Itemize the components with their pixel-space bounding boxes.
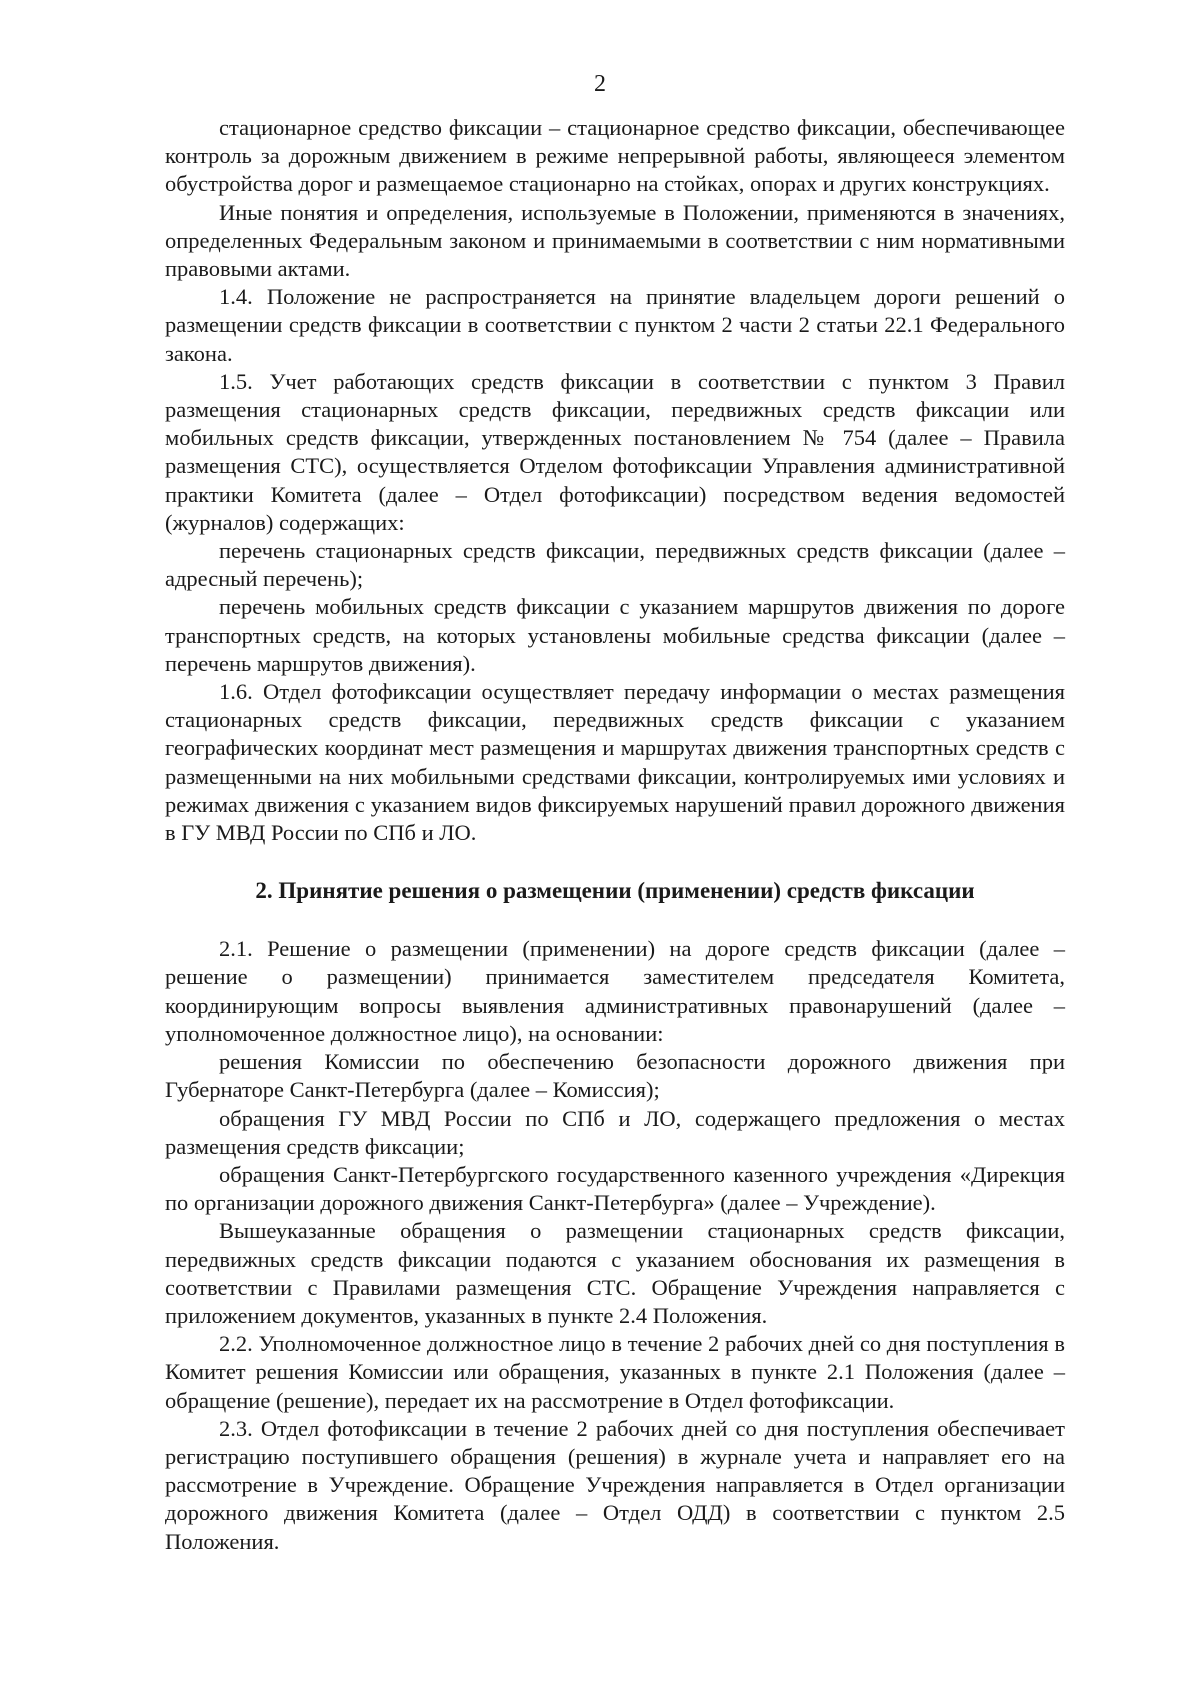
paragraph-2-1: 2.1. Решение о размещении (применении) на дороге средств фиксации (далее – решение о размещении) принимается заместителем председателя Комитета, координирующим вопросы выявления административных правонарушений (далее – уполномоченное должностное лицо), на основании: (165, 936, 1065, 1046)
paragraph-route-list: перечень мобильных средств фиксации с указанием маршрутов движения по дороге транспортных средств, на которых установлены мобильные средства фиксации (далее – перечень маршрутов движения). (165, 594, 1065, 676)
document-body (165, 114, 1065, 1556)
paragraph-institution-request: обращения Санкт-Петербургского государственного казенного учреждения «Дирекция по организации дорожного движения Санкт-Петербурга» (далее – Учреждение). (165, 1161, 1065, 1216)
paragraph-2-3: 2.3. Отдел фотофиксации в течение 2 рабочих дней со дня поступления обеспечивает регистрацию поступившего обращения (решения) в журнале учета и направляет его на рассмотрение в Учреждение. Обращение Учреждения направляется в Отдел организации дорожного движения Комитета (далее – Отдел ОДД) в соответствии с пунктом 2.5 Положения. (165, 1415, 1065, 1554)
paragraph-definition-stationary: стационарное средство фиксации – стационарное средство фиксации, обеспечивающее контроль за дорожным движением в режиме непрерывной работы, являющееся элементом обустройства дорог и размещаемое стационарно на стойках, опорах и других конструкциях. (165, 115, 1065, 197)
section-title-2: 2. Принятие решения о размещении (применении) средств фиксации (255, 878, 975, 904)
paragraph-requests-justification: Вышеуказанные обращения о размещении стационарных средств фиксации, передвижных средств фиксации подаются с указанием обоснования их размещения в соответствии с Правилами размещения СТС. Обращение Учреждения направляется с приложением документов, указанных в пункте 2.4 Положения. (165, 1218, 1065, 1328)
paragraph-1-5: 1.5. Учет работающих средств фиксации в соответствии с пунктом 3 Правил размещения стационарных средств фиксации, передвижных средств фиксации или мобильных средств фиксации, утвержденных постановлением № 754 (далее – Правила размещения СТС), осуществляется Отделом фотофиксации Управления административной практики Комитета (далее – Отдел фотофиксации) посредством ведения ведомостей (журналов) содержащих: (165, 368, 1065, 535)
page-number: 2 (594, 71, 606, 97)
paragraph-other-terms: Иные понятия и определения, используемые в Положении, применяются в значениях, определенных Федеральным законом и принимаемыми в соответствии с ним нормативными правовыми актами. (165, 199, 1065, 282)
paragraph-2-2: 2.2. Уполномоченное должностное лицо в течение 2 рабочих дней со дня поступления в Комитет решения Комиссии или обращения, указанных в пункте 2.1 Положения (далее – обращение (решение), передает их на рассмотрение в Отдел фотофиксации. (165, 1331, 1065, 1413)
paragraph-address-list: перечень стационарных средств фиксации, передвижных средств фиксации (далее – адресный перечень); (165, 538, 1065, 592)
paragraph-commission-decision: решения Комиссии по обеспечению безопасности дорожного движения при Губернаторе Санкт-Петербурга (далее – Комиссия); (165, 1049, 1065, 1103)
paragraph-police-request: обращения ГУ МВД России по СПб и ЛО, содержащего предложения о местах размещения средств фиксации; (165, 1105, 1065, 1159)
paragraph-1-4: 1.4. Положение не распространяется на принятие владельцем дороги решений о размещении средств фиксации в соответствии с пунктом 2 части 2 статьи 22.1 Федерального закона. (165, 284, 1065, 366)
paragraph-1-6: 1.6. Отдел фотофиксации осуществляет передачу информации о местах размещения стационарных средств фиксации, передвижных средств фиксации с указанием географических координат мест размещения и маршрутах движения транспортных средств с размещенными на них мобильными средствами фиксации, контролируемых ими условиях и режимах движения с указанием видов фиксируемых нарушений правил дорожного движения в ГУ МВД России по СПб и ЛО. (165, 679, 1065, 846)
